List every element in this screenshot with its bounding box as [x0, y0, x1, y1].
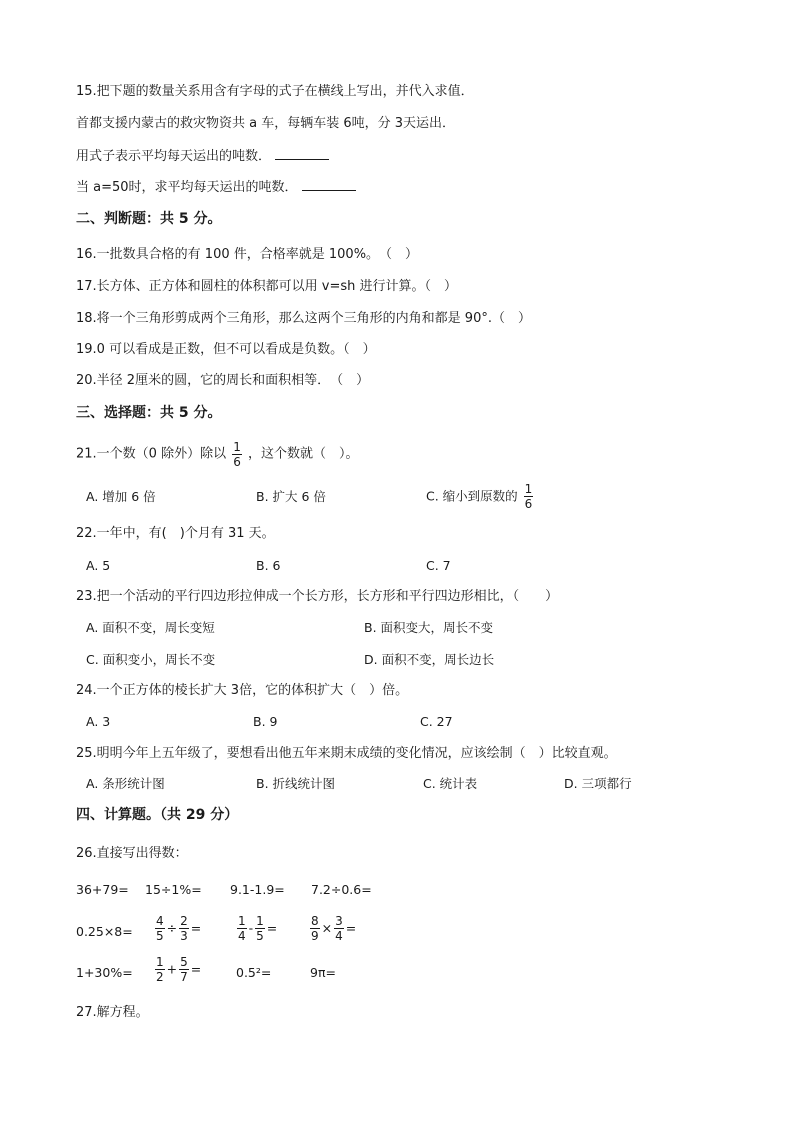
calc-item: 15÷1%= [145, 882, 202, 897]
q22: 22.一年中，有( )个月有 31 天。 [76, 526, 275, 541]
section-heading-judgement: 二、判断题：共 5 分。 [76, 211, 222, 227]
calc-item: 9π= [310, 965, 336, 980]
q23: 23.把一个活动的平行四边形拉伸成一个长方形，长方形和平行四边形相比，（ ） [76, 589, 559, 604]
fraction-one-sixth: $\frac{1}{6}$ [233, 440, 241, 469]
q15-part1 [76, 147, 329, 166]
q27: 27.解方程。 [76, 1005, 149, 1020]
q23-option-c[interactable]: C. 面积变小，周长不变 [86, 652, 216, 667]
q17: 17.长方体、正方体和圆柱的体积都可以用 v=sh 进行计算。（ ） [76, 279, 458, 294]
calc-item: 36+79= [76, 882, 129, 897]
q24-option-b[interactable]: B. 9 [253, 714, 278, 729]
q25-option-b[interactable]: B. 折线统计图 [256, 776, 336, 791]
q25-option-d[interactable]: D. 三项都行 [564, 776, 632, 791]
q19: 19.0 可以看成是正数，但不可以看成是负数。（ ） [76, 342, 376, 357]
calc-item-8-9-times-3-4: $\frac{8}{9}$ × $\frac{3}{4}$ = [311, 914, 357, 943]
q24: 24.一个正方体的棱长扩大 3倍，它的体积扩大（ ）倍。 [76, 683, 409, 698]
q21-option-c[interactable] [426, 482, 535, 511]
q15-part2 [76, 178, 356, 197]
q25-option-a[interactable]: A. 条形统计图 [86, 776, 165, 791]
q18: 18.将一个三角形剪成两个三角形，那么这两个三角形的内角和都是 90°.（ ） [76, 311, 531, 326]
q24-option-c[interactable]: C. 27 [420, 714, 453, 729]
section-heading-choice: 三、选择题：共 5 分。 [76, 405, 222, 421]
calc-item-4-5-div-2-3: $\frac{4}{5}$ ÷ $\frac{2}{3}$ = [156, 914, 202, 943]
q21-option-a[interactable]: A. 增加 6 倍 [86, 489, 156, 504]
q15-part1-text: 用式子表示平均每天运出的吨数． [76, 149, 272, 164]
q23-option-d[interactable]: D. 面积不变，周长边长 [364, 652, 495, 667]
q16: 16.一批数具合格的有 100 件，合格率就是 100%。 （ ） [76, 247, 419, 262]
q20: 20.半径 2厘米的圆，它的周长和面积相等． （ ） [76, 373, 370, 388]
q25-option-c[interactable]: C. 统计表 [423, 776, 478, 791]
q24-option-a[interactable]: A. 3 [86, 714, 111, 729]
q22-option-a[interactable]: A. 5 [86, 558, 111, 573]
fraction-one-sixth: $\frac{1}{6}$ [524, 482, 533, 511]
q26: 26.直接写出得数： [76, 846, 188, 861]
q22-option-b[interactable]: B. 6 [256, 558, 281, 573]
calc-item: 0.25×8= [76, 924, 133, 939]
q21-text-end: ，这个数就（ ）。 [248, 446, 359, 462]
section-heading-calculation: 四、计算题。（共 29 分） [76, 807, 239, 823]
calc-item: 7.2÷0.6= [311, 882, 372, 897]
q23-option-b[interactable]: B. 面积变大，周长不变 [364, 620, 494, 635]
answer-blank[interactable] [302, 178, 356, 191]
q15-part2-text: 当 a=50时，求平均每天运出的吨数． [76, 180, 298, 195]
calc-item-1-4-minus-1-5: $\frac{1}{4}$ - $\frac{1}{5}$ = [238, 914, 278, 943]
q21-text: 21.一个数（0 除外）除以 [76, 446, 227, 462]
q21-option-b[interactable]: B. 扩大 6 倍 [256, 489, 326, 504]
calc-item: 0.5²= [236, 965, 272, 980]
calc-item: 1+30%= [76, 965, 133, 980]
answer-blank[interactable] [275, 147, 329, 160]
q21 [76, 440, 359, 469]
calc-item: 9.1-1.9= [230, 882, 285, 897]
calc-item-1-2-plus-5-7: $\frac{1}{2}$ + $\frac{5}{7}$ = [156, 955, 202, 984]
q22-option-c[interactable]: C. 7 [426, 558, 451, 573]
q21-option-c-text: C. 缩小到原数的 [426, 488, 518, 504]
q15-context: 首都支援内蒙古的救灾物资共 a 车，每辆车装 6吨，分 3天运出． [76, 116, 456, 131]
q25: 25.明明今年上五年级了，要想看出他五年来期末成绩的变化情况，应该绘制（ ）比较直观。 [76, 746, 617, 761]
q15-prompt: 15.把下题的数量关系用含有字母的式子在横线上写出，并代入求值． [76, 84, 474, 99]
q23-option-a[interactable]: A. 面积不变，周长变短 [86, 620, 215, 635]
